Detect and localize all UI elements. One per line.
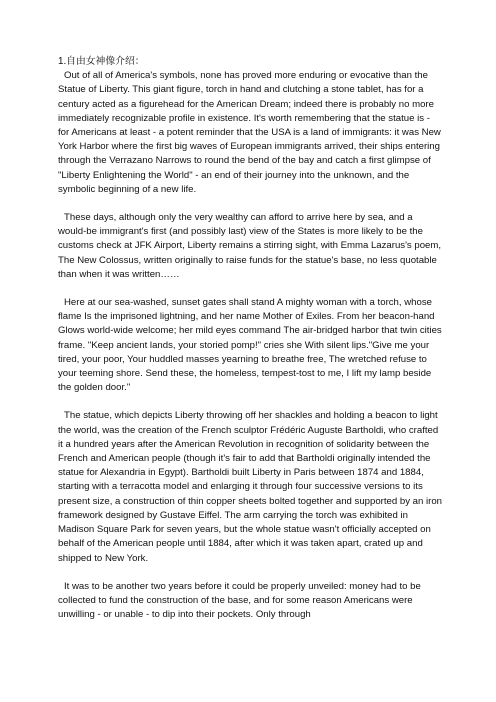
- paragraph-4: The statue, which depicts Liberty throwing off her shackles and holding a beacon to light the world, was the creation of the French sculptor Frédéric Auguste Bartholdi, who crafted it a hundred years after the American Revolution in recognition of solidarity between the French and American people (though it's fair to add that Bartholdi originally intended the statue for Alexandria in Egypt). Bartholdi built Liberty in Paris between 1874 and 1884, starting with a terracotta model and enlarging it through four successive versions to its present size, a construction of thin copper sheets bolted together and supported by an iron framework designed by Gustave Eiffel. The arm carrying the torch was exhibited in Madison Square Park for seven years, but the whole statue wasn't officially accepted on behalf of the American people until 1884, after which it was taken apart, crated up and shipped to New York.: [58, 410, 442, 564]
- paragraph-2: These days, although only the very wealthy can afford to arrive here by sea, and a would-be immigrant's first (and possibly last) view of the States is more likely to be the customs check at JFK Airport, Liberty remains a stirring sight, with Emma Lazarus's poem, The New Colossus, written originally to raise funds for the statue's base, no less quotable than when it was written……: [58, 212, 442, 280]
- paragraph-3: Here at our sea-washed, sunset gates shall stand A mighty woman with a torch, whose flame Is the imprisoned lightning, and her name Mother of Exiles. From her beacon-hand Glows world-wide welcome; her mild eyes command The air-bridged harbor that twin cities frame. "Keep ancient lands, your storied pomp!" cries she With silent lips."Give me your tired, your poor, Your huddled masses yearning to breathe free, The wretched refuse to your teeming shore. Send these, the homeless, tempest-tost to me, I lift my lamp beside the golden door.": [58, 297, 442, 394]
- section-heading: 1.自由女神像介绍：: [58, 56, 145, 67]
- paragraph-5: It was to be another two years before it could be properly unveiled: money had to be collected to fund the construction of the base, and for some reason Americans were unwilling - or unable - to dip into their pockets. Only through: [58, 580, 421, 621]
- document-page: [58, 55, 442, 636]
- paragraph-1: Out of all of America's symbols, none has proved more enduring or evocative than the Statue of Liberty. This giant figure, torch in hand and clutching a stone tablet, has for a century acted as a figurehead for the American Dream; indeed there is probably no more immediately recognizable profile in existence. It's worth remembering that the statue is - for Americans at least - a potent reminder that the USA is a land of immigrants: it was New York Harbor where the first big waves of European immigrants arrived, their ships entering through the Verrazano Narrows to round the bend of the bay and catch a first glimpse of "Liberty Enlightening the World" - an end of their journey into the unknown, and the symbolic beginning of a new life.: [58, 70, 441, 195]
